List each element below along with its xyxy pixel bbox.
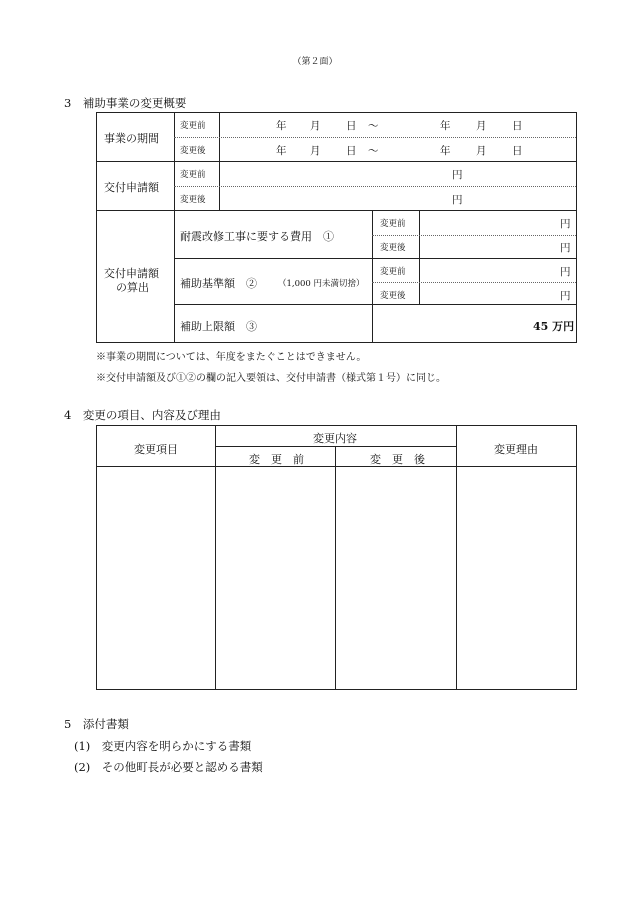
standard-after-label: 変更後 <box>380 291 406 301</box>
day-text: 日 <box>346 145 357 157</box>
limit-value: 45 万円 <box>533 320 575 333</box>
amount-after-yen[interactable]: 円 <box>452 194 463 206</box>
month-text: 月 <box>476 145 487 157</box>
section5-heading: 5 添付書類 <box>64 717 129 731</box>
year-text: 年 <box>440 120 451 132</box>
year-text: 年 <box>440 145 451 157</box>
col-item-header: 変更項目 <box>134 443 178 456</box>
cost-label: 耐震改修工事に要する費用 ① <box>180 230 334 243</box>
col-content-header: 変更内容 <box>313 432 357 445</box>
note-amount: ※交付申請額及び①②の欄の記入要領は、交付申請書（様式第１号）に同じ。 <box>96 373 446 384</box>
day-text: 日 <box>346 120 357 132</box>
page-label: （第２面） <box>292 57 338 67</box>
section3-heading: 3 補助事業の変更概要 <box>64 96 187 110</box>
cost-after-yen[interactable]: 円 <box>560 242 571 254</box>
standard-note: （1,000 円未満切捨） <box>278 279 365 289</box>
item-cell[interactable] <box>97 467 215 689</box>
month-text: 月 <box>310 120 321 132</box>
amount-label: 交付申請額 <box>104 181 159 194</box>
calc-label-1: 交付申請額 <box>104 267 159 280</box>
col-before-header: 変 更 前 <box>249 453 304 466</box>
period-before-label: 変更前 <box>180 121 206 131</box>
after-cell[interactable] <box>336 467 456 689</box>
amount-after-label: 変更後 <box>180 195 206 205</box>
standard-before-yen[interactable]: 円 <box>560 266 571 278</box>
cost-before-label: 変更前 <box>380 219 406 229</box>
before-cell[interactable] <box>216 467 335 689</box>
amount-before-label: 変更前 <box>180 170 206 180</box>
attachment-item-2: (2) その他町長が必要と認める書類 <box>74 760 263 774</box>
month-text: 月 <box>476 120 487 132</box>
note-period: ※事業の期間については、年度をまたぐことはできません。 <box>96 352 367 363</box>
month-text: 月 <box>310 145 321 157</box>
year-text: 年 <box>276 145 287 157</box>
cost-before-yen[interactable]: 円 <box>560 218 571 230</box>
standard-after-yen[interactable]: 円 <box>560 290 571 302</box>
year-text: 年 <box>276 120 287 132</box>
calc-label-2: の算出 <box>116 281 149 294</box>
reason-cell[interactable] <box>457 467 576 689</box>
attachment-item-1: (1) 変更内容を明らかにする書類 <box>74 739 252 753</box>
day-text: 日 <box>512 120 523 132</box>
standard-before-label: 変更前 <box>380 267 406 277</box>
tilde-text: ～ <box>368 145 379 157</box>
section4-heading: 4 変更の項目、内容及び理由 <box>64 408 221 422</box>
period-after-label: 変更後 <box>180 146 206 156</box>
day-text: 日 <box>512 145 523 157</box>
limit-label: 補助上限額 ③ <box>180 320 257 333</box>
col-reason-header: 変更理由 <box>494 443 538 456</box>
tilde-text: ～ <box>368 120 379 132</box>
col-after-header: 変 更 後 <box>370 453 425 466</box>
period-label: 事業の期間 <box>104 132 159 145</box>
standard-label: 補助基準額 ② <box>180 277 257 290</box>
amount-before-yen[interactable]: 円 <box>452 169 463 181</box>
cost-after-label: 変更後 <box>380 243 406 253</box>
